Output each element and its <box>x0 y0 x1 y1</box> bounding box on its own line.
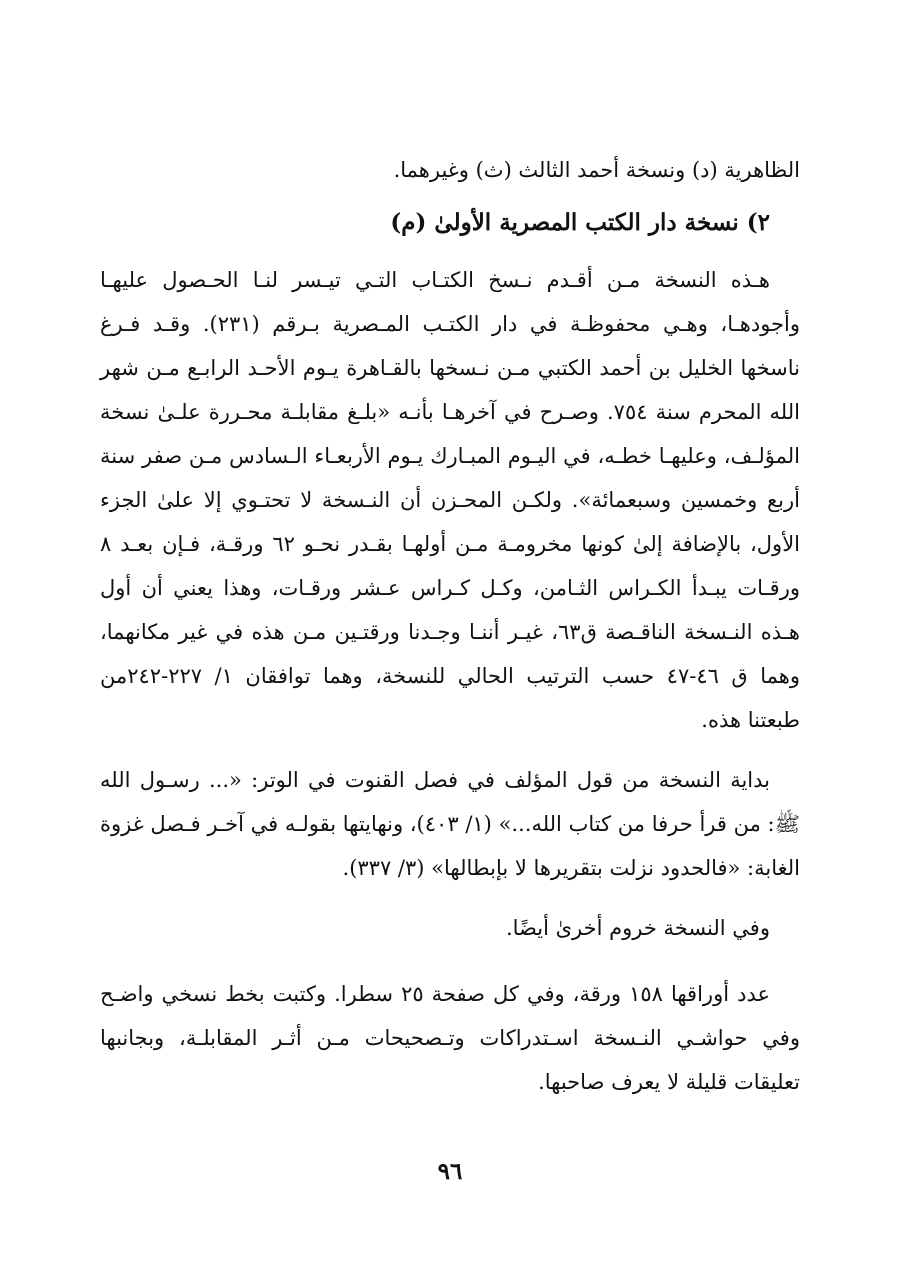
intro-line: الظاهرية (د) ونسخة أحمد الثالث (ث) وغيرهما. <box>393 158 800 182</box>
page-body <box>100 148 800 1104</box>
paragraph-description: هـذه النسخة مـن أقـدم نـسخ الكتـاب التـي تيـسر لنـا الحـصول عليهـا وأجودهـا، وهـي محفوظـة في دار الكتـب المـصرية بـرقم (٢٣١). وقـد فـرغ ناسخها الخليل بن أحمد الكتبي مـن نـسخها بالقـاهرة يـوم الأحـد الرابـع مـن شهر الله المحرم سنة ٧٥٤. وصـرح في آخرهـا بأنـه «بلـغ مقابلـة محـررة علـىٰ نسخة المؤلـف، وعليهـا خطـه، في اليـوم المبـارك يـوم الأربعـاء الـسادس مـن صفر سنة أربع وخمسين وسبعمائة». ولكـن المحـزن أن النـسخة لا تحتـوي إلا علىٰ الجزء الأول، بالإضافة إلىٰ كونها مخرومـة مـن أولهـا بقـدر نحـو ٦٢ ورقـة، فـإن بعـد ٨ ورقـات يبـدأ الكـراس الثـامن، وكـل كـراس عـشر ورقـات، وهذا يعني أن أول هـذه النـسخة الناقـصة ق٦٣، غيـر أننـا وجـدنا ورقتـين مـن هذه في غير مكانهما، وهما ق ٤٦-٤٧ حسب الترتيب الحالي للنسخة، وهما توافقان ١/ ٢٢٧-٢٤٢من طبعتنا هذه. <box>100 268 801 732</box>
page-number: ٩٦ <box>437 1158 463 1185</box>
section-heading: ٢) نسخة دار الكتب المصرية الأولىٰ (م) <box>390 209 770 236</box>
paragraph-beginning-end: بداية النسخة من قول المؤلف في فصل القنوت في الوتر: «... رسـول الله ﷺ: من قرأ حرفا من كتاب الله...» (١/ ٤٠٣)، ونهايتها بقولـه في آخـر فـصل غزوة الغابة: «فالحدود نزلت بتقريرها لا بإبطالها» (٣/ ٣٣٧). <box>100 768 800 880</box>
paragraph-folio-count: عدد أوراقها ١٥٨ ورقة، وفي كل صفحة ٢٥ سطرا. وكتبت بخط نسخي واضـح وفي حواشـي النـسخة اسـتدراكات وتـصحيحات مـن أثـر المقابلـة، وبجانبها تعليقات قليلة لا يعرف صاحبها. <box>100 982 800 1094</box>
paragraph-other-gaps: وفي النسخة خروم أخرىٰ أيضًا. <box>505 916 770 940</box>
